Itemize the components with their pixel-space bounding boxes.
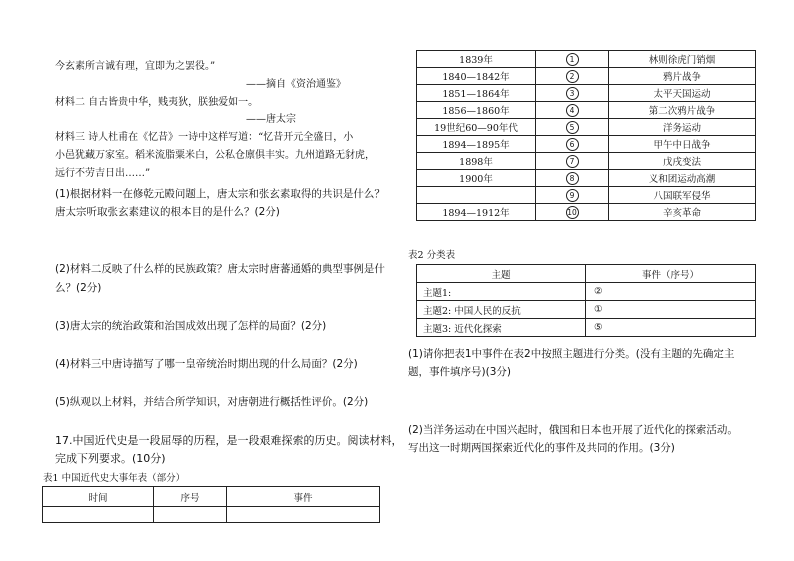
question-2-line-2: 么？(2分) [55,282,102,294]
event-time: 1900年 [417,170,536,187]
event-number [536,68,609,85]
source-zizhitongjian: ——摘自《资治通鉴》 [246,79,346,90]
event-number [536,85,609,102]
event-name: 太平天国运动 [609,85,756,102]
event-time: 1894—1895年 [417,136,536,153]
event-number-circle: 1 [566,53,579,66]
table-2-events-3: ⑤ [586,319,756,337]
event-row [417,85,756,102]
event-number [536,136,609,153]
table-2-categories [416,264,756,337]
event-name: 林则徐虎门销烟 [609,51,756,68]
event-number-circle: 6 [566,138,579,151]
event-name: 义和团运动高潮 [609,170,756,187]
event-name: 辛亥革命 [609,204,756,221]
event-name: 八国联军侵华 [609,187,756,204]
event-number [536,170,609,187]
table-2-theme-2: 主题2: 中国人民的反抗 [417,301,586,319]
table-1-caption: 表1 中国近代史大事年表（部分） [43,473,186,484]
question-1-line-1: (1)根据材料一在修乾元殿问题上，唐太宗和张玄素取得的共识是什么？ [55,188,385,200]
event-time: 1840—1842年 [417,68,536,85]
event-number [536,51,609,68]
event-time [417,187,536,204]
question-17-line-2: 完成下列要求。(10分) [55,452,166,465]
event-time: 1839年 [417,51,536,68]
event-number-circle: 10 [567,207,577,217]
question-17-line-1: 17.中国近代史是一段屈辱的历程，是一段艰难探索的历史。阅读材料， [55,434,403,447]
event-number [536,102,609,119]
event-row [417,170,756,187]
source-taizong: ——唐太宗 [246,114,296,125]
material-3-line-2: 小邑犹藏万家室。稻米流脂粟米白，公私仓廪俱丰实。九州道路无豺虎， [55,150,375,161]
event-time: 1856—1860年 [417,102,536,119]
question-2-line-1: (2)材料二反映了什么样的民族政策？唐太宗时唐蕃通婚的典型事例是什 [55,263,385,275]
right-question-1-line-1: (1)请你把表1中事件在表2中按照主题进行分类。(没有主题的先确定主 [408,348,735,360]
event-name: 第二次鸦片战争 [609,102,756,119]
event-name: 戊戌变法 [609,153,756,170]
event-row [417,204,756,221]
material-3-line-1: 材料三 诗人杜甫在《忆昔》一诗中这样写道：“忆昔开元全盛日，小 [55,132,354,143]
event-name: 鸦片战争 [609,68,756,85]
table-2-header-theme: 主题 [417,265,586,283]
question-3: (3)唐太宗的统治政策和治国成效出现了怎样的局面？(2分) [55,320,327,332]
event-number [536,204,609,221]
right-question-2-line-1: (2)当洋务运动在中国兴起时，俄国和日本也开展了近代化的探索活动。 [408,424,738,436]
table-2-header-events: 事件（序号） [586,265,756,283]
quote-tail: 今玄素所言诚有理，宜即为之罢役。” [55,61,216,72]
table-2-theme-1: 主题1: [417,283,586,301]
event-number [536,119,609,136]
event-name: 洋务运动 [609,119,756,136]
event-row [417,51,756,68]
table-2-events-1: ② [586,283,756,301]
right-question-2-line-2: 写出这一时期两国探索近代化的事件及共同的作用。(3分) [408,442,675,454]
event-number-circle: 3 [566,87,579,100]
table-1-header-event: 事件 [227,487,380,507]
question-5: (5)纵观以上材料，并结合所学知识，对唐朝进行概括性评价。(2分) [55,396,369,408]
event-number [536,187,609,204]
event-row [417,68,756,85]
table-1-header [42,486,380,523]
event-number-circle: 8 [566,172,579,185]
event-number-circle: 4 [566,104,579,117]
event-number [536,153,609,170]
event-time: 1851—1864年 [417,85,536,102]
table-1-header-time: 时间 [43,487,154,507]
event-row [417,102,756,119]
event-number-circle: 9 [566,189,579,202]
event-name: 甲午中日战争 [609,136,756,153]
event-number-circle: 2 [566,70,579,83]
event-row [417,119,756,136]
event-row [417,187,756,204]
event-number-circle: 5 [566,121,579,134]
event-row [417,136,756,153]
event-number-circle: 7 [566,155,579,168]
right-question-1-line-2: 题，事件填序号)(3分) [408,366,511,378]
event-time: 19世纪60—90年代 [417,119,536,136]
table-1-header-num: 序号 [154,487,227,507]
material-2: 材料二 自古皆贵中华，贱夷狄，朕独爱如一。 [55,97,259,108]
table-2-theme-3: 主题3: 近代化探索 [417,319,586,337]
table-1-events [416,50,756,221]
event-time: 1894—1912年 [417,204,536,221]
material-3-line-3: 远行不劳吉日出……” [55,168,151,179]
event-row [417,153,756,170]
event-time: 1898年 [417,153,536,170]
table-2-events-2: ① [586,301,756,319]
question-4: (4)材料三中唐诗描写了哪一皇帝统治时期出现的什么局面？(2分) [55,358,358,370]
question-1-line-2: 唐太宗听取张玄素建议的根本目的是什么？(2分) [55,206,280,218]
table-2-caption: 表2 分类表 [408,250,456,261]
